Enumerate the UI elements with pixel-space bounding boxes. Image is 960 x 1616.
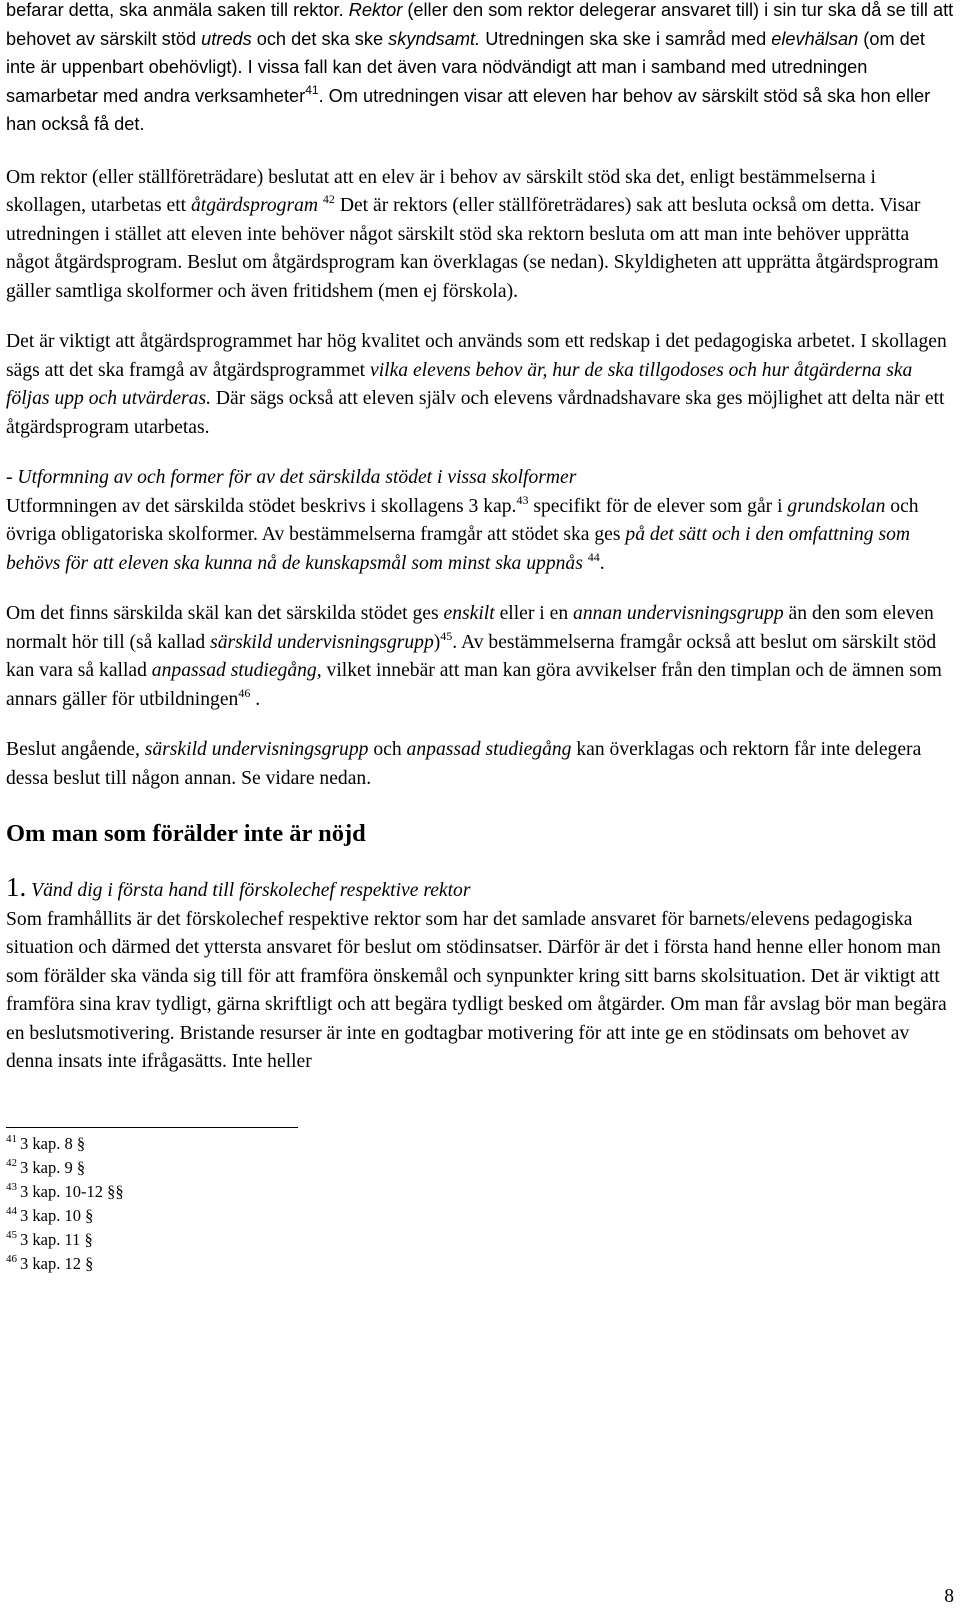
footnote-item	[6, 1204, 954, 1228]
footnote-item	[6, 1132, 954, 1156]
text-run: specifikt för de elever som går i	[528, 495, 788, 517]
text-run: eller i en	[494, 603, 574, 624]
footnote-text: 3 kap. 10 §	[20, 1205, 94, 1225]
text-run: .	[599, 552, 605, 574]
paragraph-contact-principal: Som framhållits är det förskolechef respektive rektor som har det samlade ansvaret för barnets/elevens pedagogiska situation och därmed det yttersta ansvaret för beslut om stödinsatser. Därför är det i första hand henne eller honom man som förälder ska vända sig till för att framföra önskemål och synpunkter kring sitt barns skolsituation. Det är viktigt att framföra sina krav tydligt, gärna skriftligt och att begära tydligt besked om åtgärder. Om man får avslag bör man begära en beslutsmotivering. Bristande resurser är inte en godtagbar motivering för att inte ge en stödinsats om behovet av denna insats inte ifrågasätts. Inte heller	[6, 908, 947, 1072]
text-run-italic: grundskolan	[787, 495, 886, 517]
text-run: . Om utredningen visar att eleven har behov av särskilt stöd så ska hon eller han också få det.	[6, 85, 931, 134]
text-run-italic: , särskild undervisningsgrupp	[134, 739, 369, 760]
footnote-number: 44	[6, 1204, 17, 1217]
text-run: Det är viktigt att åtgärdsprogrammet har hög kvalitet och används som ett redskap i det pedagogiska arbetet. I skollagen sägs att det ska framgå av åtgärdsprogrammet	[6, 331, 947, 381]
text-run-italic: Rektor	[348, 0, 403, 20]
footnote-text: 3 kap. 11 §	[20, 1229, 93, 1249]
footnote-ref[interactable]: 44	[587, 549, 600, 564]
text-run: .	[250, 688, 261, 710]
page-number: 8	[944, 1586, 954, 1607]
footnote-item	[6, 1180, 954, 1204]
text-run-italic: anpassad studiegång,	[151, 660, 322, 681]
text-run: (eller den som rektor delegerar ansvaret till) i sin tur ska då se till att behovet av särskilt stöd	[6, 0, 954, 49]
footnote-ref[interactable]: 41	[305, 82, 319, 97]
footnote-number: 43	[6, 1180, 17, 1193]
text-run: än den som eleven normalt hör till (så kallad	[6, 603, 934, 653]
paragraph-investigation	[6, 0, 954, 139]
paragraph-special-group	[6, 600, 954, 714]
text-run: . Av bestämmelserna framgår också att beslut om särskilt stöd kan vara så kallad	[6, 631, 937, 681]
footnote-ref[interactable]: 43	[516, 492, 529, 507]
footnote-ref[interactable]: 45	[440, 628, 453, 643]
footnotes-list	[6, 1132, 954, 1276]
footnote-text: 3 kap. 8 §	[20, 1133, 86, 1153]
section-heading: Om man som förälder inte är nöjd	[6, 820, 366, 847]
text-run-italic: vilka elevens behov är, hur de ska tillgodoses och hur åtgärderna ska följas upp och utvärderas.	[6, 359, 913, 409]
text-run: och övriga obligatoriska skolformer. Av bestämmelserna framgår att stödet ska ges	[6, 495, 919, 545]
text-run: kan överklagas och rektorn får inte delegera dessa beslut till någon annan. Se vidare nedan.	[6, 739, 922, 789]
paragraph-action-program	[6, 164, 954, 307]
footnote-text: 3 kap. 9 §	[20, 1157, 86, 1177]
subheading-number: 1.	[6, 872, 27, 902]
footnote-text: 3 kap. 12 §	[20, 1253, 94, 1273]
paragraph-quality	[6, 328, 954, 442]
footnote-number: 41	[6, 1132, 17, 1145]
text-run: Om det finns särskilda skäl kan det särskilda stödet ges	[6, 603, 444, 624]
text-run-italic: elevhälsan	[771, 28, 859, 49]
text-run: Utredningen ska ske i samråd med	[480, 28, 772, 49]
text-run: Det är rektors (eller ställföreträdares) sak att besluta också om detta. Visar utredningen i stället att eleven inte behöver något särskilt stöd ska rektorn besluta om att man inte behöver upprätta något åtgärdsprogram. Beslut om åtgärdsprogram kan överklagas (se nedan). Skyldigheten att upprätta åtgärdsprogram gäller samtliga skolformer och även fritidshem (men ej förskola).	[6, 195, 939, 302]
text-run: vilket innebär att man kan göra avvikelser från den timplan och de ämnen som annars gäller för utbildningen	[6, 660, 942, 710]
text-run-italic: på det sätt och i den omfattning som behövs för att eleven ska kunna nå de kunskapsmål som minst ska uppnås	[6, 524, 911, 574]
text-run: (om det inte är uppenbart obehövligt). I vissa fall kan det även vara nödvändigt att man i samband med utredningen samarbetar med andra verksamheter	[6, 28, 925, 106]
text-run-italic: annan undervisningsgrupp	[573, 603, 784, 624]
text-run: befarar detta, ska anmäla saken till rektor.	[6, 0, 349, 20]
footnote-number: 42	[6, 1156, 17, 1169]
text-run: Beslut angående	[6, 739, 135, 760]
paragraph-design	[6, 464, 954, 578]
text-run: Om rektor (eller ställföreträdare) beslutat att en elev är i behov av särskilt stöd ska det, enligt bestämmelserna i skollagen, utarbetas ett	[6, 166, 876, 216]
text-run-italic: skyndsamt.	[388, 28, 481, 49]
footnote-item	[6, 1228, 954, 1252]
text-run-italic: anpassad studiegång	[406, 739, 572, 760]
text-run-italic: särskild undervisningsgrupp	[210, 631, 434, 653]
footnote-ref[interactable]: 46	[238, 685, 251, 700]
footnote-number: 45	[6, 1228, 17, 1241]
footnote-ref[interactable]: 42	[322, 192, 335, 206]
text-run: Där sägs också att eleven själv och elevens vårdnadshavare ska ges möjlighet att delta när ett åtgärdsprogram utarbetas.	[6, 388, 945, 438]
subheading-text: Vänd dig i första hand till förskolechef respektive rektor	[26, 880, 471, 901]
document-page	[6, 0, 954, 1616]
paragraph-appeal	[6, 736, 954, 793]
footnote-number: 46	[6, 1252, 17, 1265]
subsection-heading: - Utformning av och former för av det särskilda stödet i vissa skolformer	[6, 467, 577, 488]
footnote-divider	[6, 1127, 298, 1128]
text-run: och	[368, 739, 407, 760]
text-run: )	[433, 631, 441, 653]
text-run-italic: utreds	[201, 28, 252, 49]
text-run: och det ska ske	[251, 28, 389, 49]
text-run-italic: åtgärdsprogram	[191, 195, 319, 216]
numbered-subheading	[6, 873, 954, 906]
text-run-italic: enskilt	[443, 603, 495, 624]
footnote-text: 3 kap. 10-12 §§	[20, 1181, 124, 1201]
text-run: Utformningen av det särskilda stödet beskrivs i skollagens 3 kap.	[6, 495, 517, 517]
footnote-item	[6, 1252, 954, 1276]
footnote-item	[6, 1156, 954, 1180]
